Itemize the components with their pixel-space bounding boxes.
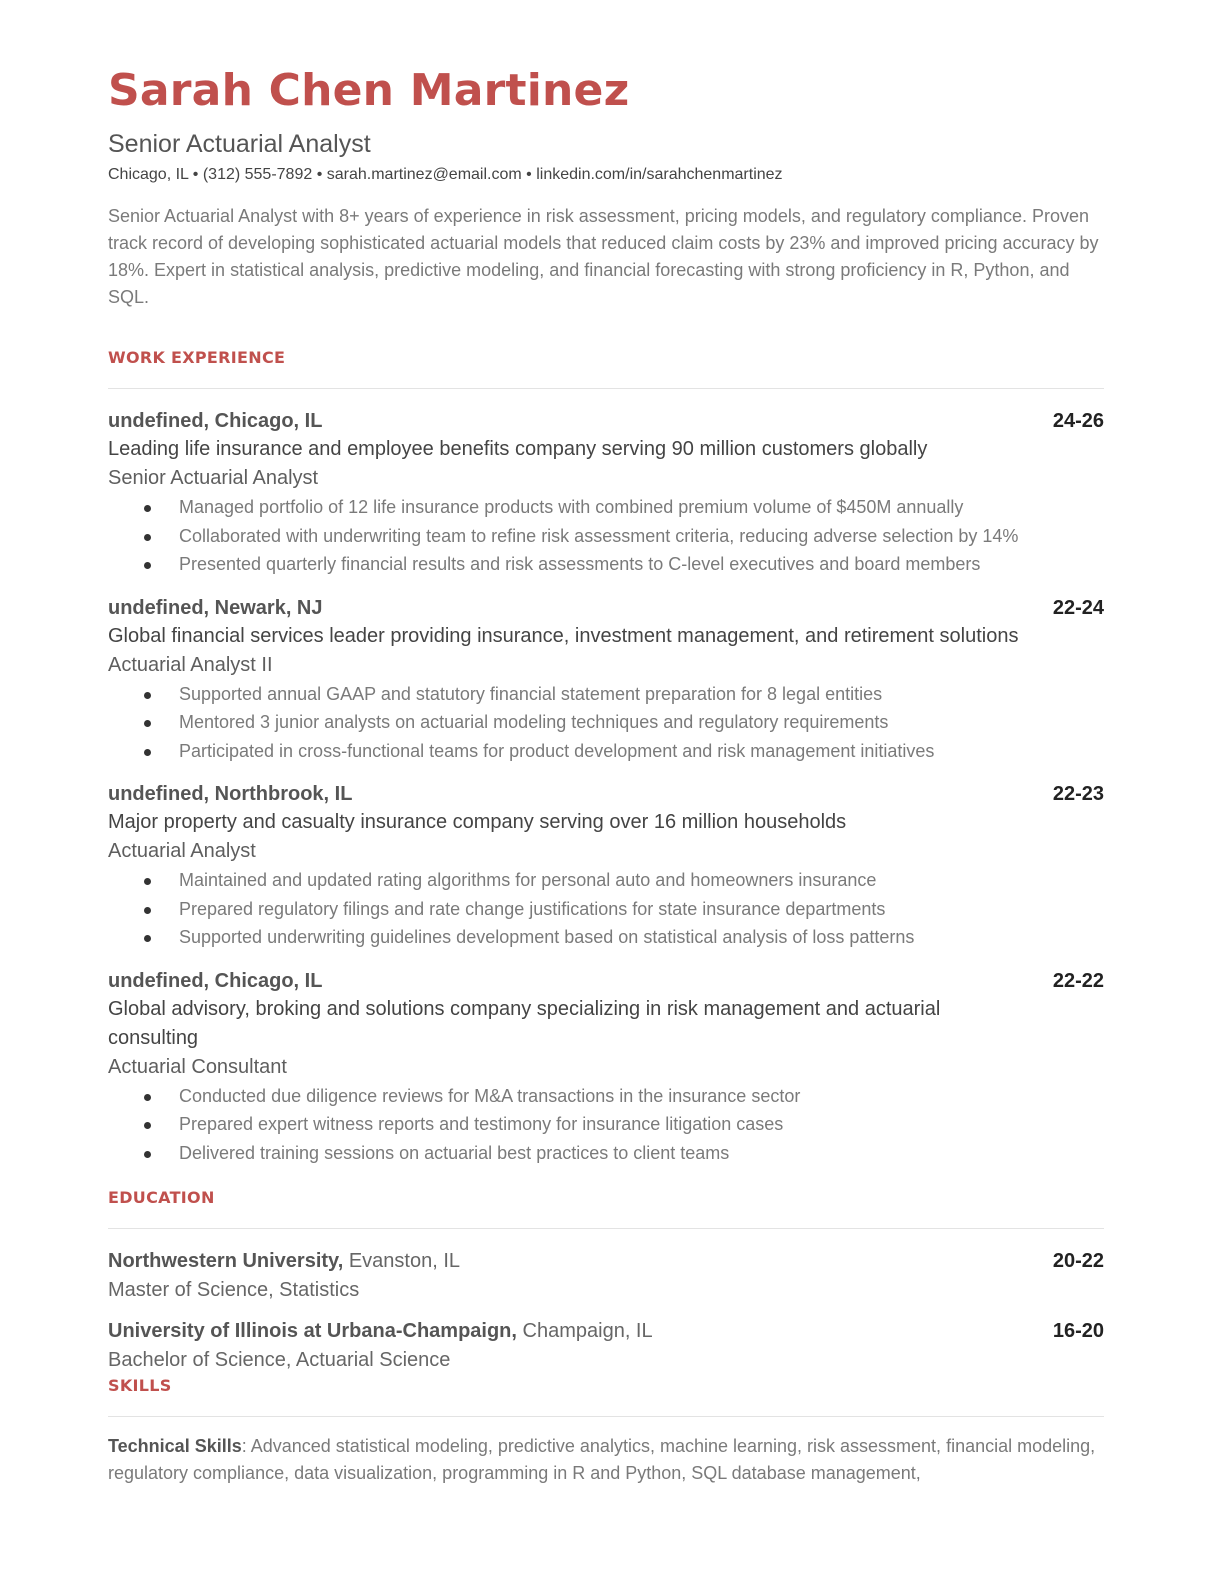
job-entry [108,407,1104,579]
education-school: Northwestern University, [108,1250,344,1272]
job-bullet: Supported underwriting guidelines development based on statistical analysis of loss patterns [108,923,1104,952]
job-bullet: Presented quarterly financial results and risk assessments to C-level executives and board members [108,550,1104,579]
section-title-skills: SKILLS [108,1376,172,1395]
section-divider [108,388,1104,389]
candidate-headline: Senior Actuarial Analyst [108,130,371,158]
job-role: Senior Actuarial Analyst [108,467,319,489]
job-company: undefined, Newark, NJ [108,596,323,619]
job-company-description: Major property and casualty insurance company serving over 16 million households [108,811,847,833]
job-company: undefined, Chicago, IL [108,969,323,992]
education-degree: Master of Science, Statistics [108,1279,360,1301]
education-dates: 16-20 [1052,1320,1104,1342]
education-school: University of Illinois at Urbana-Champaign, [108,1320,517,1342]
education-header [108,1317,1104,1345]
section-divider [108,1416,1104,1417]
job-bullet: Managed portfolio of 12 life insurance products with combined premium volume of $450M annually [108,493,1104,522]
job-bullet: Collaborated with underwriting team to refine risk assessment criteria, reducing adverse selection by 14% [108,522,1104,551]
job-header [108,780,1104,808]
candidate-name: Sarah Chen Martinez [108,65,630,116]
education-header [108,1247,1104,1275]
job-bullet: Prepared expert witness reports and testimony for insurance litigation cases [108,1110,1104,1139]
education-location: Champaign, IL [522,1320,653,1342]
job-dates: 24-26 [1052,410,1104,432]
job-bullets [108,1082,1104,1168]
job-bullet: Mentored 3 junior analysts on actuarial modeling techniques and regulatory requirements [108,708,1104,737]
job-header [108,967,1104,995]
job-role: Actuarial Consultant [108,1055,287,1078]
job-bullets [108,680,1104,766]
education-dates: 20-22 [1052,1250,1104,1272]
job-bullet: Delivered training sessions on actuarial best practices to client teams [108,1139,1104,1168]
professional-summary: Senior Actuarial Analyst with 8+ years of experience in risk assessment, pricing models, and regulatory compliance. Proven track record of developing sophisticated actuarial models that reduced claim costs by 23% and improved pricing accuracy by 18%. Expert in statistical analysis, predictive modeling, and financial forecasting with strong proficiency in R, Python, and SQL. [108,206,1099,307]
job-bullet: Prepared regulatory filings and rate change justifications for state insurance departments [108,895,1104,924]
section-divider [108,1228,1104,1229]
job-bullets [108,493,1104,579]
job-role: Actuarial Analyst [108,840,256,862]
job-bullets [108,866,1104,952]
job-bullet: Supported annual GAAP and statutory financial statement preparation for 8 legal entities [108,680,1104,709]
job-header [108,594,1104,622]
job-role: Actuarial Analyst II [108,653,273,676]
job-dates: 22-22 [1052,969,1104,992]
job-dates: 22-24 [1052,596,1104,619]
section-title-education: EDUCATION [108,1188,215,1207]
job-bullet: Participated in cross-functional teams for product development and risk management initiatives [108,737,1104,766]
job-company: undefined, Northbrook, IL [108,783,353,805]
job-entry [108,594,1104,766]
job-dates: 22-23 [1052,783,1104,805]
job-entry [108,967,1104,1168]
education-location: Evanston, IL [348,1250,460,1272]
job-header [108,407,1104,435]
job-bullet: Maintained and updated rating algorithms for personal auto and homeowners insurance [108,866,1104,895]
job-company: undefined, Chicago, IL [108,410,323,432]
contact-line: Chicago, IL • (312) 555-7892 • sarah.martinez@email.com • linkedin.com/in/sarahchenmartinez [108,166,783,183]
job-entry [108,780,1104,952]
job-company-description: Global financial services leader providing insurance, investment management, and retirement solutions [108,624,1019,647]
job-company-description: Leading life insurance and employee benefits company serving 90 million customers globally [108,438,928,460]
education-entry [108,1247,1104,1305]
job-company-description: Global advisory, broking and solutions company specializing in risk management and actuarial consulting [108,997,941,1049]
skills-paragraph [108,1433,1104,1487]
education-entry [108,1317,1104,1375]
section-title-work-experience: WORK EXPERIENCE [108,348,286,367]
skills-text: : Advanced statistical modeling, predictive analytics, machine learning, risk assessment, financial modeling, regulatory compliance, data visualization, programming in R and Python, SQL database management, [108,1436,1096,1483]
education-degree: Bachelor of Science, Actuarial Science [108,1349,451,1371]
skills-label: Technical Skills [108,1436,242,1456]
job-bullet: Conducted due diligence reviews for M&A transactions in the insurance sector [108,1082,1104,1111]
